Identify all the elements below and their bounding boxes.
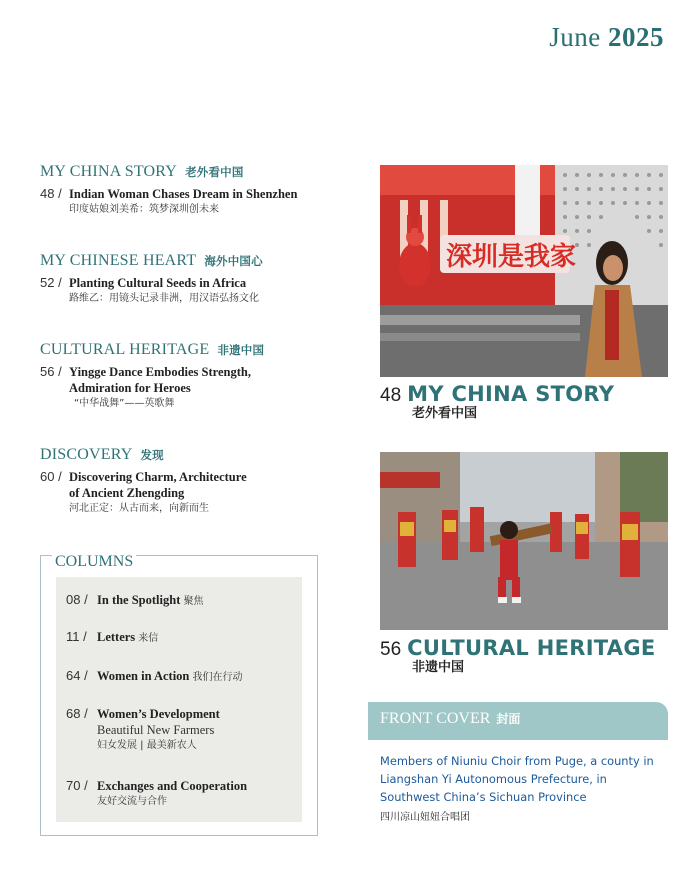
front-cover-caption: Members of Niuniu Choir from Puge, a county in Liangshan Yi Autonomous Prefecture, in Southwest China’s Sichuan Province — [380, 754, 654, 804]
front-cover-label-en: FRONT COVER — [380, 710, 491, 727]
section-title — [40, 446, 340, 464]
entry-title-line2: of Ancient Zhengding — [69, 486, 185, 500]
column-title: Women in Action — [97, 669, 190, 683]
entry-title: Planting Cultural Seeds in Africa — [69, 276, 247, 290]
columns-heading: COLUMNS — [52, 553, 136, 571]
photo-yingge-dance[interactable] — [380, 452, 668, 630]
section-title-cn: 发现 — [140, 448, 164, 462]
front-cover-label-cn: 封面 — [496, 712, 521, 726]
entry-title-line1: Discovering Charm, Architecture — [69, 470, 247, 484]
issue-date — [549, 22, 664, 53]
photo-yingge-graphic — [380, 452, 668, 630]
feature-title: CULTURAL HERITAGE — [407, 636, 656, 660]
toc-entry[interactable] — [40, 364, 340, 411]
page-number: 52 / — [40, 275, 62, 290]
column-title-cn: 聚焦 — [183, 596, 204, 607]
entry-title-cn: “中华战舞”——英歌舞 — [74, 398, 175, 409]
photo-shenzhen[interactable] — [380, 165, 668, 377]
section-discovery — [40, 446, 340, 516]
column-item-spotlight[interactable] — [66, 592, 296, 610]
section-title — [40, 341, 340, 359]
column-subtitle: Beautiful New Farmers — [97, 723, 215, 737]
section-title — [40, 163, 340, 181]
photo-sign-text: 深圳是我家 — [446, 242, 577, 272]
toc-entry[interactable] — [40, 469, 340, 516]
column-title-cn: 来信 — [138, 633, 159, 644]
entry-title-cn: 河北正定：从古而来，向新而生 — [69, 503, 209, 514]
section-title-cn: 非遗中国 — [217, 343, 265, 357]
front-cover-caption-cn: 四川凉山妞妞合唱团 — [380, 812, 470, 823]
section-title-en: CULTURAL HERITAGE — [40, 341, 210, 358]
issue-year: 2025 — [608, 22, 664, 52]
column-title-cn: 我们在行动 — [192, 672, 243, 683]
column-item-exchanges[interactable] — [66, 778, 296, 810]
section-title-en: MY CHINA STORY — [40, 163, 178, 180]
column-item-women-in-action[interactable] — [66, 668, 296, 686]
section-my-china-story — [40, 163, 340, 217]
feature-title-cn: 非遗中国 — [412, 660, 465, 675]
column-item-letters[interactable] — [66, 629, 296, 647]
page-number: 70 / — [66, 778, 88, 793]
page-number: 48 / — [40, 186, 62, 201]
section-title-cn: 海外中国心 — [204, 254, 263, 268]
section-cultural-heritage — [40, 341, 340, 411]
page-number: 68 / — [66, 706, 88, 721]
entry-title-cn: 印度姑娘刘美希：筑梦深圳创未来 — [69, 204, 219, 215]
column-title: In the Spotlight — [97, 593, 181, 607]
feature-page-number: 48 — [380, 385, 402, 406]
front-cover-label — [380, 710, 520, 728]
column-title-cn: 妇女发展 | 最美新农人 — [97, 740, 197, 751]
column-item-womens-development[interactable] — [66, 706, 296, 754]
column-title-cn: 友好交流与合作 — [97, 796, 167, 807]
feature-title-cn: 老外看中国 — [412, 406, 478, 421]
page-number: 11 / — [66, 629, 87, 644]
feature-cultural-heritage[interactable] — [380, 636, 656, 675]
page-number: 08 / — [66, 592, 88, 607]
column-title: Letters — [97, 630, 136, 644]
page-number: 64 / — [66, 668, 88, 683]
issue-month: June — [549, 22, 601, 52]
front-cover-header — [368, 702, 668, 740]
section-title-en: DISCOVERY — [40, 446, 133, 463]
toc-entry[interactable] — [40, 186, 340, 217]
column-title: Exchanges and Cooperation — [97, 779, 248, 793]
entry-title: Indian Woman Chases Dream in Shenzhen — [69, 187, 298, 201]
feature-my-china-story[interactable] — [380, 382, 615, 421]
feature-title: MY CHINA STORY — [407, 382, 615, 406]
section-title — [40, 252, 340, 270]
section-my-chinese-heart — [40, 252, 340, 306]
column-title: Women’s Development — [97, 707, 220, 721]
entry-title-line1: Yingge Dance Embodies Strength, — [69, 365, 251, 379]
entry-title-cn: 路维乙：用镜头记录非洲，用汉语弘扬文化 — [69, 293, 259, 304]
feature-page-number: 56 — [380, 639, 402, 660]
page-number: 60 / — [40, 469, 62, 484]
section-title-en: MY CHINESE HEART — [40, 252, 197, 269]
photo-shenzhen-graphic — [380, 165, 668, 377]
page-number: 56 / — [40, 364, 62, 379]
section-title-cn: 老外看中国 — [185, 165, 244, 179]
toc-entry[interactable] — [40, 275, 340, 306]
entry-title-line2: Admiration for Heroes — [69, 381, 191, 395]
